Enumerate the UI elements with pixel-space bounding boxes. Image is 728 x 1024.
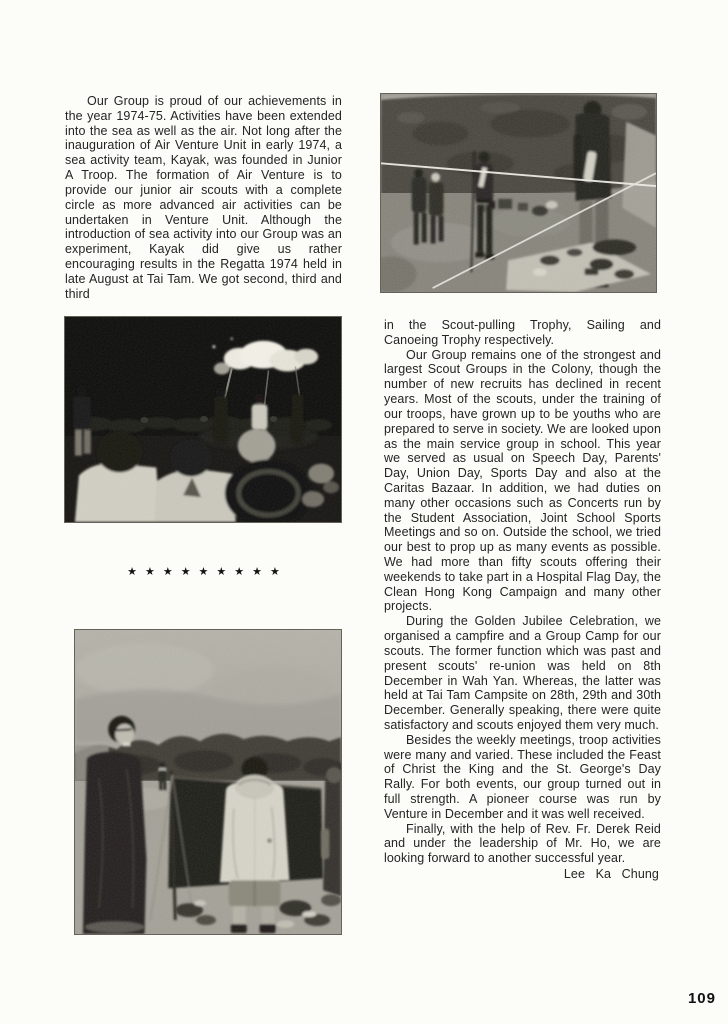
paragraph-trophies: in the Scout-pulling Trophy, Sailing and Canoeing Trophy respectively. [384,318,661,347]
signature: Lee Ka Chung [563,867,659,882]
paragraph-golden-jubilee: During the Golden Jubilee Celebration, we organised a campfire and a Group Camp for our scouts. The former function which was past and present scouts' re-union was held on 8th December in Wah Yan. Whereas, the latter was held at Tai Tam Campsite on 28th, 29th and 30th December. Generally speaking, there were quite satisfactory and scouts enjoyed them very much. [384,614,661,732]
camp-tent-graphic [75,630,341,934]
photo-camp-tent [74,629,342,935]
page-number: 109 [687,990,716,1007]
campsite-daytime-graphic [381,94,656,292]
right-column [384,318,661,882]
paragraph-closing: Finally, with the help of Rev. Fr. Derek Reid and under the leadership of Mr. Ho, we are looking forward to another successful year. [384,821,661,866]
paragraph-troop-activities: Besides the weekly meetings, troop activities were many and varied. These included the Feast of Christ the King and the St. George's Day Rally. For both events, our group turned out in full strength. A pioneer course was run by Venture in December and it was well received. [384,732,661,821]
left-column [65,94,342,301]
intro-paragraph: Our Group is proud of our achievements in the year 1974-75. Activities have been extended into the sea as well as the air. Not long after the inauguration of Air Venture Unit in early 1974, a sea activity team, Kayak, was founded in Junior A Troop. The formation of Air Venture is to provide our junior air scouts with a complete circle as more advanced air activities can be undertaken in Venture Unit. Although the introduction of sea activity into our Group was an experiment, Kayak did give us rather encouraging results in the Regatta 1974 held in late August at Tai Tam. We got second, third and third [65,94,342,301]
photo-campsite-daytime [380,93,657,293]
paragraph-group-service: Our Group remains one of the strongest and largest Scout Groups in the Colony, though the number of new recruits has declined in recent years. Most of the scouts, under the training of our troops, have grown up to be youths who are prepared to serve in society. We are looked upon as the main service group in school. This year we served as usual on Speech Day, Parents' Day, Union Day, Sports Day and also at the Caritas Bazaar. In addition, we had duties on many other occasions such as Concerts run by the Student Association, Joint School Sports Meetings and so on. Outside the school, we tried our best to prop up as many events as possible. We had more than fifty scouts offering their weekends to take part in a Hospital Flag Day, the Clean Hong Kong Campaign and many other projects. [384,347,661,614]
campfire-night-graphic [65,317,341,522]
photo-campfire-night [64,316,342,523]
star-divider: ★★★★★★★★★ [127,565,288,578]
